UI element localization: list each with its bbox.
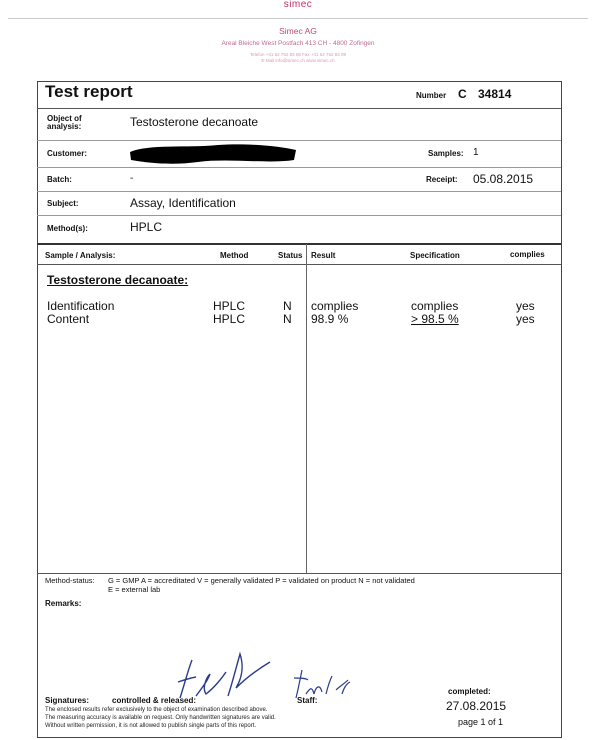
customer-label: Customer: [47,149,88,158]
divider [37,215,561,216]
row-analysis: Identification [47,299,115,313]
samples-value: 1 [473,147,479,158]
receipt-label: Receipt: [426,175,458,184]
company-contact: Telefon +41 62 752 83 08 Fax +41 62 752 83 09 [249,52,347,57]
header-complies: complies [510,250,545,259]
row-complies: yes [516,312,535,326]
divider [37,191,561,192]
row-status: N [283,312,292,326]
remarks-label: Remarks: [45,599,82,608]
row-result: complies [311,299,359,313]
divider [37,573,561,574]
disclaimer-line: Without written permission, it is not allowed to publish single parts of this report. [45,723,257,729]
header-sample: Sample / Analysis: [45,251,116,260]
staff-label: Staff: [297,696,318,705]
row-analysis: Content [47,312,90,326]
column-divider [306,244,307,573]
controlled-released-label: controlled & released: [112,696,197,705]
signatures-label: Signatures: [45,696,90,705]
batch-value: - [130,173,134,184]
letterhead-divider [8,18,588,19]
subject-value: Assay, Identification [130,196,236,210]
row-method: HPLC [213,312,246,326]
customer-redaction [128,142,298,166]
page-indicator: page 1 of 1 [458,717,504,727]
company-address: Areal Bleiche West Postfach 413 CH - 4800 Zofingen [221,40,375,47]
report-title: Test report [45,82,133,101]
batch-label: Batch: [47,175,72,184]
company-name: Simec AG [279,26,317,36]
divider [37,108,561,109]
report-number-label: Number [416,91,447,100]
row-spec: complies [411,299,459,313]
method-status-label: Method-status: [45,576,95,585]
company-email: E-Mail info@simec.ch www.simec.ch [261,58,335,63]
header-status: Status [278,251,303,260]
header-result: Result [311,251,336,260]
divider [37,264,561,265]
method-status-line2: E = external lab [108,585,161,594]
disclaimer-line: The enclosed results refer exclusively to the object of examination described above. [45,707,268,713]
header-specification: Specification [410,251,460,260]
subject-label: Subject: [47,199,79,208]
completed-label: completed: [448,687,491,696]
row-spec: > 98.5 % [411,312,459,326]
completed-date: 27.08.2015 [446,699,507,713]
methods-value: HPLC [130,220,163,234]
object-label: Object of analysis: [47,114,82,131]
object-value: Testosterone decanoate [130,115,259,129]
row-status: N [283,299,292,313]
samples-label: Samples: [428,149,464,158]
row-method: HPLC [213,299,246,313]
divider [37,167,561,168]
method-status-line1: G = GMP A = accreditated V = generally validated P = validated on product N = not validated [108,576,415,585]
row-result: 98.9 % [311,312,349,326]
row-complies: yes [516,299,535,313]
receipt-value: 05.08.2015 [473,172,534,186]
methods-label: Method(s): [47,224,88,233]
report-number-value: 34814 [478,87,512,101]
company-logo: simec [283,0,313,10]
disclaimer-line: The measuring accuracy is available on request. Only handwritten signatures are valid. [45,715,276,721]
report-number-prefix: C [458,87,467,101]
divider [37,140,561,141]
divider [37,243,561,245]
section-title: Testosterone decanoate: [47,273,189,287]
header-method: Method [220,251,249,260]
